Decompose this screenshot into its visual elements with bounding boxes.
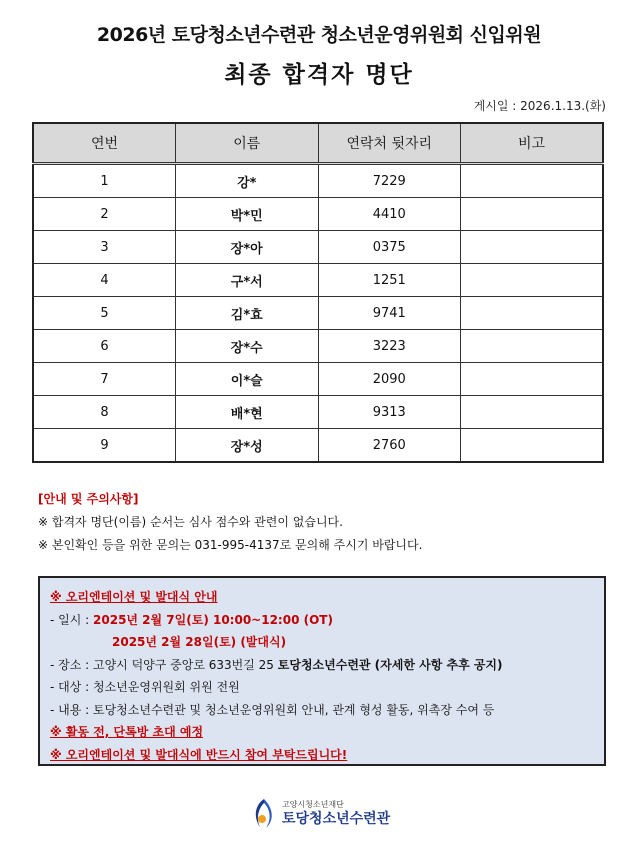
remarks-cell [461, 363, 604, 396]
document-title: 2026년 토당청소년수련관 청소년운영위원회 신입위원 [96, 24, 542, 46]
remarks-cell [461, 330, 604, 363]
phone-suffix-cell: 7229 [318, 164, 461, 198]
table-row [33, 198, 603, 231]
phone-suffix-cell: 0375 [318, 231, 461, 264]
row-number-cell: 2 [33, 198, 176, 231]
phone-suffix-cell: 4410 [318, 198, 461, 231]
posting-date: 게시일 : 2026.1.13.(화) [473, 99, 606, 113]
row-number-cell: 9 [33, 429, 176, 463]
date-label: - 일시 : [50, 612, 94, 627]
organization-logo [250, 796, 390, 832]
table-row [33, 396, 603, 429]
remarks-cell [461, 231, 604, 264]
notice-line-order: ※ 합격자 명단(이름) 순서는 심사 점수와 관련이 없습니다. [38, 515, 343, 529]
notice-heading: [안내 및 주의사항] [38, 492, 139, 506]
name-cell: 장*수 [176, 330, 319, 363]
column-header-phone: 연락처 뒷자리 [318, 123, 461, 164]
table-row [33, 297, 603, 330]
table-row [33, 231, 603, 264]
column-header-remarks: 비고 [461, 123, 604, 164]
name-cell: 장*아 [176, 231, 319, 264]
table-row [33, 264, 603, 297]
remarks-cell [461, 264, 604, 297]
row-number-cell: 5 [33, 297, 176, 330]
table-row [33, 363, 603, 396]
row-number-cell: 7 [33, 363, 176, 396]
orientation-content-line: - 내용 : 토당청소년수련관 및 청소년운영위원회 안내, 관계 형성 활동, 위촉장 수여 등 [50, 702, 495, 717]
name-cell: 장*성 [176, 429, 319, 463]
row-number-cell: 1 [33, 164, 176, 198]
row-number-cell: 8 [33, 396, 176, 429]
orientation-info-box [38, 576, 606, 766]
phone-suffix-cell: 9313 [318, 396, 461, 429]
remarks-cell [461, 396, 604, 429]
name-cell: 구*서 [176, 264, 319, 297]
name-cell: 배*현 [176, 396, 319, 429]
remarks-cell [461, 297, 604, 330]
logo-center-name: 토당청소년수련관 [282, 811, 391, 827]
name-cell: 김*효 [176, 297, 319, 330]
row-number-cell: 3 [33, 231, 176, 264]
remarks-cell [461, 198, 604, 231]
phone-suffix-cell: 2090 [318, 363, 461, 396]
date-ot: 2025년 2월 7일(토) 10:00~12:00 (OT) [93, 612, 333, 627]
orientation-warning-chat: ※ 활동 전, 단톡방 초대 예정 [50, 725, 204, 739]
place-venue: 토당청소년수련관 (자세한 사항 추후 공지) [277, 657, 503, 672]
logo-text [282, 800, 390, 828]
notice-section [38, 488, 422, 557]
phone-suffix-cell: 3223 [318, 330, 461, 363]
orientation-warning-attend: ※ 오리엔테이션 및 발대식에 반드시 참여 부탁드립니다! [50, 747, 348, 762]
orientation-date-line [50, 609, 594, 632]
remarks-cell [461, 429, 604, 463]
table-row [33, 429, 603, 463]
phone-suffix-cell: 2760 [318, 429, 461, 463]
place-label: - 장소 : 고양시 덕양구 중앙로 633번길 25 [50, 657, 278, 672]
orientation-heading: ※ 오리엔테이션 및 발대식 안내 [50, 590, 218, 604]
name-cell: 강* [176, 164, 319, 198]
date-ceremony: 2025년 2월 28일(토) (발대식) [112, 635, 287, 649]
column-header-name: 이름 [176, 123, 319, 164]
orientation-date-line-2 [50, 631, 594, 654]
roster-table-body [33, 164, 603, 463]
notice-line-contact: ※ 본인확인 등을 위한 문의는 031-995-4137로 문의해 주시기 바랍니다. [38, 538, 423, 552]
phone-suffix-cell: 1251 [318, 264, 461, 297]
column-header-number: 연번 [33, 123, 176, 164]
row-number-cell: 4 [33, 264, 176, 297]
name-cell: 박*민 [176, 198, 319, 231]
name-cell: 이*슬 [176, 363, 319, 396]
orientation-place-line [50, 654, 594, 677]
table-header-row [33, 123, 603, 164]
document-subtitle: 최종 합격자 명단 [224, 62, 414, 88]
table-row [33, 164, 603, 198]
roster-table [32, 122, 604, 463]
orientation-target-line: - 대상 : 청소년운영위원회 위원 전원 [50, 680, 240, 694]
logo-foundation-name: 고양시청소년재단 [282, 800, 344, 809]
row-number-cell: 6 [33, 330, 176, 363]
phone-suffix-cell: 9741 [318, 297, 461, 330]
table-row [33, 330, 603, 363]
remarks-cell [461, 164, 604, 198]
logo-mark-icon [250, 797, 278, 831]
